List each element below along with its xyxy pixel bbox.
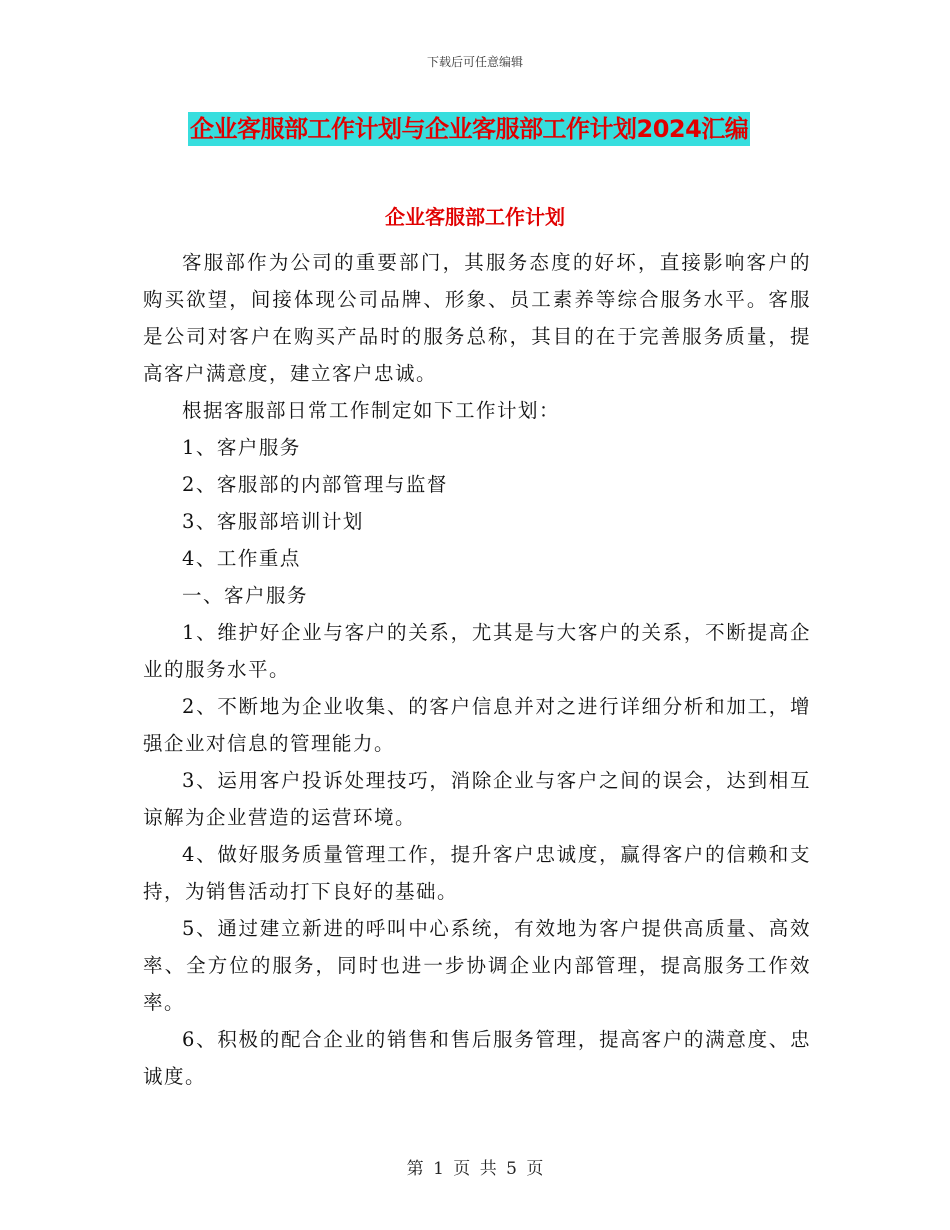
document-title: 企业客服部工作计划与企业客服部工作计划2024汇编	[188, 112, 750, 146]
subsection-heading-customer-service: 一、客户服务	[182, 584, 309, 607]
section-title: 企业客服部工作计划	[385, 205, 565, 229]
list-item-customer-service: 1、客户服务	[182, 436, 301, 459]
document-body	[143, 244, 811, 1095]
paragraph-item-3: 3、运用客户投诉处理技巧，消除企业与客户之间的误会，达到相互谅解为企业营造的运营环境。	[143, 769, 811, 829]
paragraph-plan-lead: 根据客服部日常工作制定如下工作计划：	[182, 399, 561, 422]
list-item-training-plan: 3、客服部培训计划	[182, 510, 364, 533]
paragraph-item-4: 4、做好服务质量管理工作，提升客户忠诚度，赢得客户的信赖和支持，为销售活动打下良好的基础。	[143, 843, 811, 903]
paragraph-item-1: 1、维护好企业与客户的关系，尤其是与大客户的关系，不断提高企业的服务水平。	[143, 621, 811, 681]
paragraph-item-6: 6、积极的配合企业的销售和售后服务管理，提高客户的满意度、忠诚度。	[143, 1028, 811, 1088]
list-item-work-focus: 4、工作重点	[182, 547, 301, 570]
paragraph-item-2: 2、不断地为企业收集、的客户信息并对之进行详细分析和加工，增强企业对信息的管理能力。	[143, 695, 811, 755]
list-item-internal-management: 2、客服部的内部管理与监督	[182, 473, 448, 496]
header-note: 下载后可任意编辑	[426, 55, 523, 69]
paragraph-item-5: 5、通过建立新进的呼叫中心系统，有效地为客户提供高质量、高效率、全方位的服务，同时也进一步协调企业内部管理，提高服务工作效率。	[143, 917, 811, 1014]
paragraph-intro: 客服部作为公司的重要部门，其服务态度的好坏，直接影响客户的购买欲望，间接体现公司品牌、形象、员工素养等综合服务水平。客服是公司对客户在购买产品时的服务总称，其目的在于完善服务质量，提高客户满意度，建立客户忠诚。	[143, 251, 811, 385]
page-footer: 第 1 页 共 5 页	[406, 1159, 544, 1179]
